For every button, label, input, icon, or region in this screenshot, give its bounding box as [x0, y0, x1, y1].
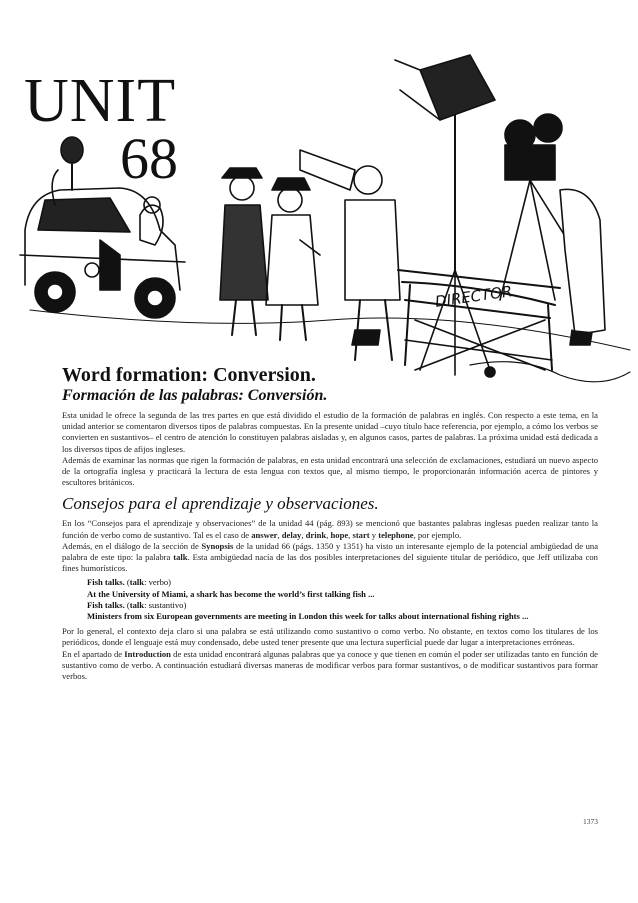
title-spanish: Formación de las palabras: Conversión.	[62, 387, 328, 404]
film-set-illustration	[0, 0, 638, 390]
paragraph-ambiguity: Además, en el diálogo de la sección de Synopsis de la unidad 66 (págs. 1350 y 1351) ha visto un interesante ejemplo de la potencial ambigüedad de una palabra de este tipo: la palabra talk. Esta ambigüedad nacía de las dos posibles interpretaciones del siguiente titular de periódico, que Jeff utilizaba con fines humorísticos.	[62, 540, 599, 574]
studio-lamp-drawing	[395, 55, 495, 375]
unit-number: 68	[120, 126, 178, 191]
two-men-drawing	[220, 168, 320, 340]
director-chair-drawing	[398, 270, 560, 370]
director-sign: DIRECTOR	[433, 282, 514, 311]
paragraph-conversion-examples: En los “Consejos para el aprendizaje y observaciones” de la unidad 44 (pág. 893) se mencionó que bastantes palabras inglesas pueden realizar tanto la función de verbo como de sustantivo. Tal es el caso de answer, delay, drink, hope, start y telephone, por ejemplo.	[62, 518, 598, 540]
intro-paragraph-2: Además de examinar las normas que rigen la formación de palabras, en esta unidad encontrará una selección de exclamaciones, estudiará un nuevo aspecto de la ortografía inglesa y practicará la lectura de esta lengua con textos que, al mismo tiempo, le proporcionarán información acerca de pintores y escultores británicos.	[62, 454, 598, 488]
megaphone-man-drawing	[300, 150, 400, 360]
section-heading: Consejos para el aprendizaje y observaciones.	[62, 494, 379, 514]
paragraph-context: Por lo general, el contexto deja claro si una palabra se está utilizando como sustantivo o como verbo. No obstante, en textos como los titulares de los periódicos, donde el lenguaje está muy condensado, debe usted tener presente que una lectura superficial puede dar lugar a interpretaciones erróneas.	[62, 626, 598, 648]
intro-paragraph-1: Esta unidad le ofrece la segunda de las tres partes en que está dividido el estudio de la formación de palabras en inglés. Con respecto a este tema, en la unidad anterior se comentaron diversos tipos de palabras compuestas. En la presente unidad –cuyo título hace referencia, por ejemplo, a cómo los verbos se convierten en sustantivos– el centro de atención lo constituyen palabras aisladas y, en algunos casos, partes de palabras. La próxima unidad está dedicada a los diversos tipos de afijos ingleses.	[62, 410, 598, 454]
example-line: Fish talks. (talk: sustantivo)	[87, 599, 187, 610]
headline-examples	[87, 577, 598, 622]
left-spotlight-drawing	[52, 137, 83, 205]
title-english: Word formation: Conversion.	[62, 364, 316, 386]
example-line: Ministers from six European governments are meeting in London this week for talks about international fishing rights ...	[87, 611, 529, 622]
unit-label: UNIT	[24, 67, 177, 135]
paragraph-introduction: En el apartado de Introduction de esta unidad encontrará algunas palabras que ya conoce y que tienen en común el poder ser utilizadas tanto en función de sustantivo como de verbo. A continuación estudiará diversas maneras de modificar verbos para formar sustantivos, o de modificar sustantivos para formar verbos.	[62, 648, 599, 682]
example-line: Fish talks. (talk: verbo)	[87, 577, 172, 588]
example-line: At the University of Miami, a shark has become the world’s first talking fish ...	[87, 588, 375, 599]
page-content	[62, 364, 598, 682]
page-number: 1373	[583, 817, 598, 826]
